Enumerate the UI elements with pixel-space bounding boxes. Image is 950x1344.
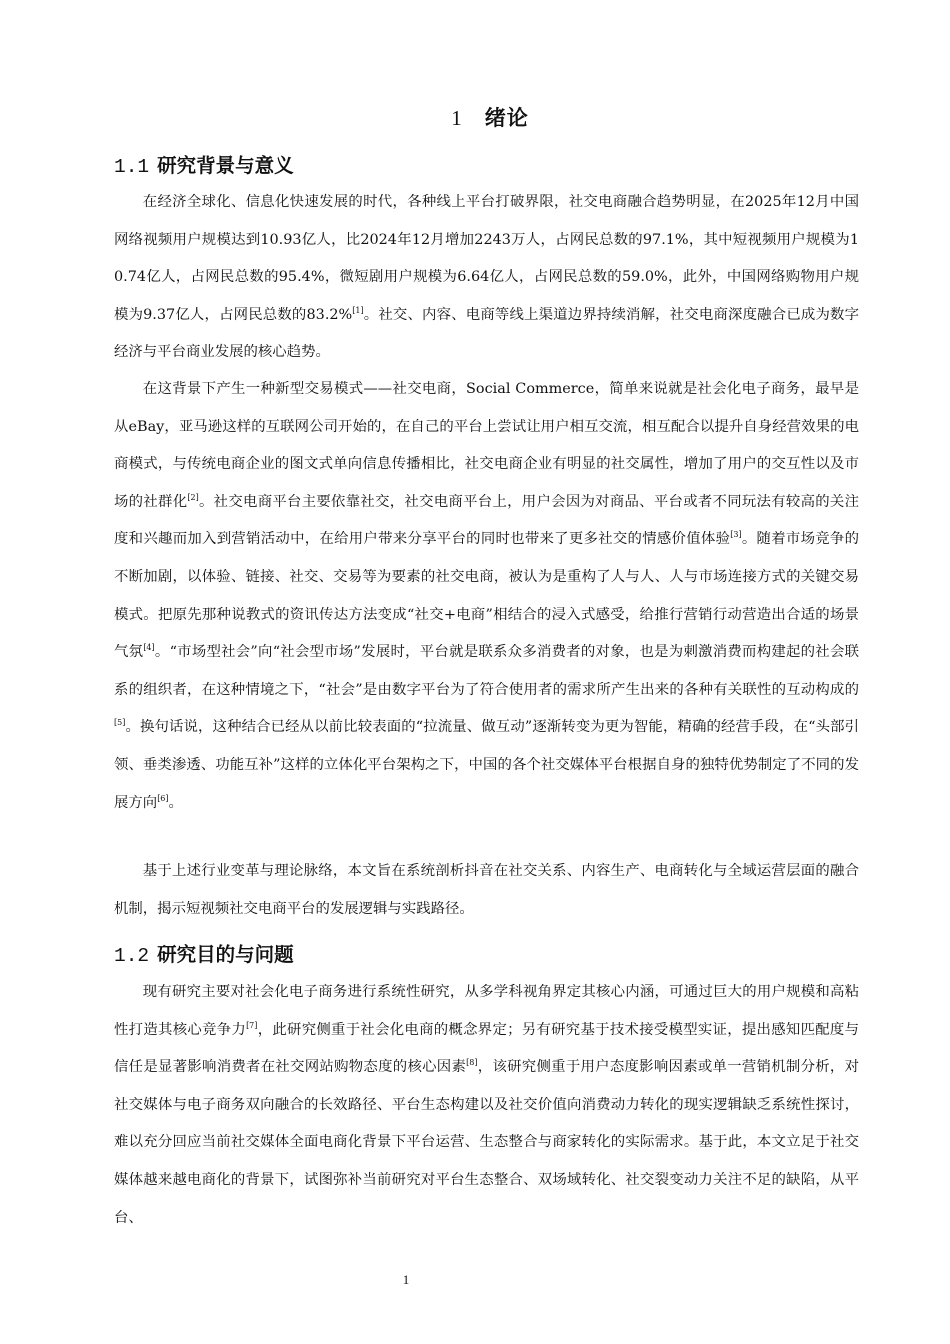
paragraph-text: 在经济全球化、信息化快速发展的时代，各种线上平台打破界限，社交电商融合趋势明显，在2025年12月中国网络视频用户规模达到10.93亿人，比2024年12月增加2243万人，占网民总数的97.1%，其中短视频用户规模为10.74亿人，占网民总数的95.4%，微短剧用户规模为6.64亿人，占网民总数的59.0%，此外，中国网络购物用户规模为9.37亿人，占网民总数的83.2% [114,194,859,323]
paragraph-text: 在这背景下产生一种新型交易模式——社交电商，Social Commerce，简单来说就是社会化电子商务，最早是从eBay，亚马逊这样的互联网公司开始的，在自己的平台上尝试让用户相互交流，相互配合以提升自身经营效果的电商模式，与传统电商企业的图文式单向信息传播相比，社交电商企业有明显的社交属性，增加了用户的交互性以及市场的社群化 [114,381,859,510]
paragraph-text: ，该研究侧重于用户态度影响因素或单一营销机制分析，对社交媒体与电子商务双向融合的长效路径、平台生态构建以及社交价值向消费动力转化的现实逻辑缺乏系统性探讨，难以充分回应当前社交媒体全面电商化背景下平台运营、生态整合与商家转化的实际需求。基于此，本文立足于社交媒体越来越电商化的背景下，试图弥补当前研究对平台生态整合、双场域转化、社交裂变动力关注不足的缺陷，从平台、 [114,1059,859,1226]
page-number: 1 [402,1272,410,1287]
section-number: 1.1 [114,156,150,178]
paragraph [114,974,859,1237]
citation-ref: [1] [352,305,364,315]
citation-ref: [6] [157,793,169,803]
paragraph-text: 。社交、内容、电商等线上渠道边界持续消解，社交电商深度融合已成为数字经济与平台商业发展的核心趋势。 [114,306,859,361]
paragraph [114,853,859,928]
paragraph [114,371,859,822]
paragraph-text: 。社交电商平台主要依靠社交，社交电商平台上，用户会因为对商品、平台或者不同玩法有较高的关注度和兴趣而加入到营销活动中，在给用户带来分享平台的同时也带来了更多社交的情感价值体验 [114,493,859,548]
section-heading-1-2 [114,938,294,973]
paragraph-text: 。 [168,794,183,811]
section-title-text: 研究目的与问题 [157,943,294,966]
section-number: 1.2 [114,945,150,967]
chapter-number: 1 [451,106,463,130]
paragraph-text: 现有研究主要对社会化电子商务进行系统性研究，从多学科视角界定其核心内涵，可通过巨大的用户规模和高粘性打造其核心竞争力 [114,984,859,1038]
chapter-title-text: 绪论 [484,106,529,130]
citation-ref: [7] [246,1020,258,1030]
paragraph-text: ，此研究侧重于社会化电商的概念界定；另有研究基于技术接受模型实证，提出感知匹配度与信任是显著影响消费者在社交网站购物态度的核心因素 [114,1021,859,1076]
paragraph-text: 基于上述行业变革与理论脉络，本文旨在系统剖析抖音在社交关系、内容生产、电商转化与全域运营层面的融合机制，揭示短视频社交电商平台的发展逻辑与实践路径。 [114,863,859,917]
citation-ref: [2] [187,492,199,502]
paragraph-text: 。“市场型社会”向“社会型市场”发展时，平台就是联系众多消费者的对象，也是为刺激消费而构建起的社会联系的组织者，在这种情境之下，“社会”是由数字平台为了符合使用者的需求所产生出来的各种有关联性的互动构成的 [114,644,859,698]
citation-ref: [8] [466,1058,478,1068]
citation-ref: [4] [143,643,155,653]
section-title-text: 研究背景与意义 [157,154,294,177]
paragraph-text: 。随着市场竞争的不断加剧，以体验、链接、社交、交易等为要素的社交电商，被认为是重构了人与人、人与市场连接方式的关键交易模式。把原先那种说教式的资讯传达方法变成“社交+电商”相结合的浸入式感受，给推行营销行动营造出合适的场景气氛 [114,531,859,661]
chapter-title [0,100,950,136]
paragraph [114,184,859,372]
paragraph-text: 。换句话说，这种结合已经从以前比较表面的“拉流量、做互动”逐渐转变为更为智能，精确的经营手段，在“头部引领、垂类渗透、功能互补”这样的立体化平台架构之下，中国的各个社交媒体平台根据自身的独特优势制定了不同的发展方向 [114,719,859,811]
citation-ref: [5] [114,718,126,728]
section-heading-1-1 [114,149,294,184]
citation-ref: [3] [730,530,742,540]
